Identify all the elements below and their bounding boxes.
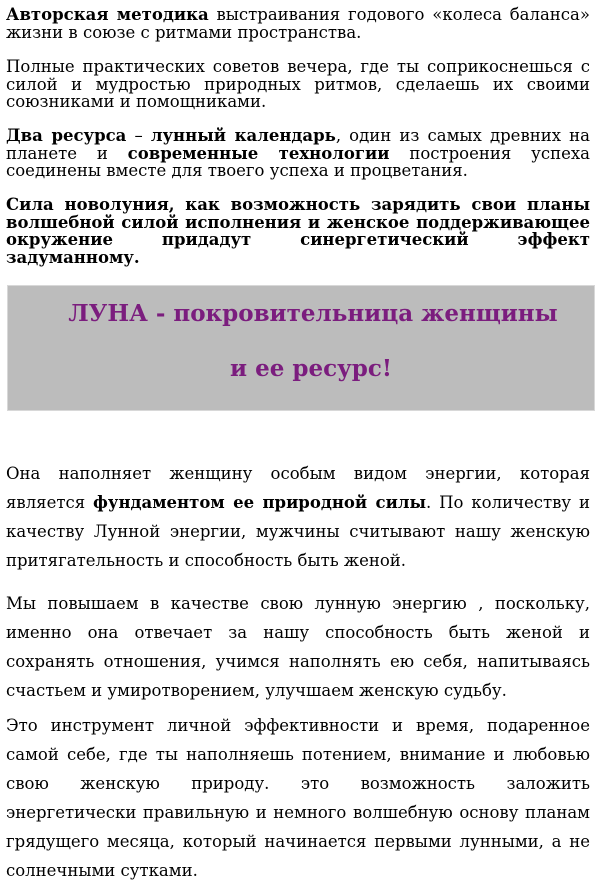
moon-banner — [7, 285, 595, 411]
intro-paragraph-evenings — [6, 58, 590, 111]
body-paragraph-lunar-energy — [6, 589, 590, 705]
resources-text-2: , один из самых древних на планете и — [6, 126, 590, 163]
foundation-bold-phrase: фундаментом ее природной силы — [93, 493, 427, 512]
body-paragraph-tool — [6, 711, 590, 885]
intro-paragraph-resources — [6, 127, 590, 180]
intro-paragraph-methodology — [6, 6, 590, 41]
resources-text-3: построения успеха соединены вместе для твоего успеха и процветания. — [6, 143, 590, 180]
modern-tech-bold-phrase: современные технологии — [127, 143, 390, 163]
banner-title-line-1: ЛУНА - покровительница женщины — [68, 300, 558, 327]
tool-text: Это инструмент личной эффективности и время, подаренное самой себе, где ты наполняешь потением, внимание и любовью свою женскую природу. это возможность заложить энергетически правильную и немного волшебную основу планам грядущего месяца, который начинается первыми лунными, а не солнечными сутками. — [6, 716, 590, 880]
evenings-text: Полные практических советов вечера, где ты соприкоснешься с силой и мудростью природных ритмов, сделаешь их своими союзниками и помощниками. — [6, 57, 590, 111]
banner-title-line-2: и ее ресурс! — [230, 355, 392, 382]
new-moon-text: Сила новолуния, как возможность зарядить свои планы волшебной силой исполнения и женское поддерживающее окружение придадут синергетический эффект задуманному. — [6, 195, 590, 267]
methodology-text: выстраивания годового «колеса баланса» жизни в союзе с ритмами пространства. — [6, 5, 590, 42]
body-paragraph-energy — [6, 459, 590, 575]
methodology-bold-phrase: Авторская методика — [6, 5, 209, 24]
resources-bold-phrase: Два ресурса — [6, 126, 127, 145]
resources-text-1: – — [126, 126, 151, 145]
energy-text-1: Она наполняет женщину особым видом энергии, которая является — [6, 464, 590, 512]
energy-text-2: . По количеству и качеству Лунной энергии, мужчины считывают нашу женскую притягательность и способность быть женой. — [6, 493, 590, 570]
lunar-calendar-bold-phrase: лунный календарь — [150, 126, 336, 145]
intro-paragraph-new-moon — [6, 196, 590, 266]
lunar-energy-text: Мы повышаем в качестве свою лунную энергию , поскольку, именно она отвечает за нашу способность быть женой и сохранять отношения, учимся наполнять ею себя, напитываясь счастьем и умиротворением, улучшаем женскую судьбу. — [6, 594, 590, 700]
